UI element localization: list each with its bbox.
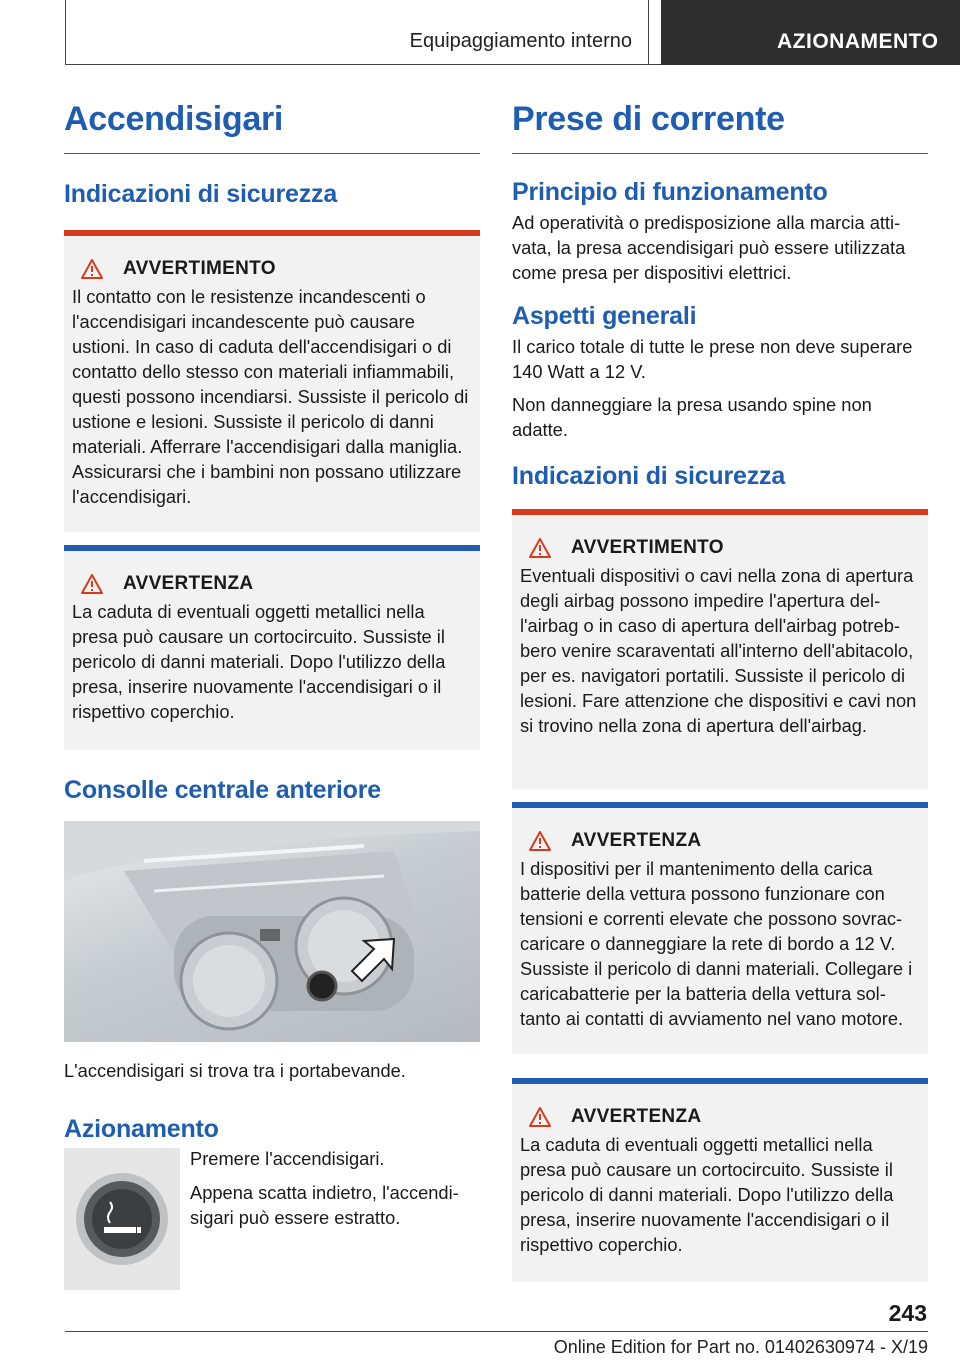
warning-triangle-icon [529,538,551,558]
principle-heading: Principio di funzionamento [512,178,828,206]
operation-block [64,1148,480,1290]
cigarette-lighter-icon [74,1171,170,1267]
center-console-illustration [64,821,480,1042]
header-section-title: Equipaggiamento interno [409,30,632,52]
page-title-sockets: Prese di corrente [512,100,928,154]
warning-box-airbag [512,509,928,789]
footer-rule [65,1331,928,1332]
warning-label: AVVERTIMENTO [123,258,276,279]
warning-triangle-icon [529,831,551,851]
header-chapter-tab: AZIONAMENTO [661,0,960,65]
notice-text: La caduta di eventuali oggetti metallici nella presa può causare un cortocircuito. Sussiste il pericolo di danni materiali. Dopo l'utilizzo della presa, inserire nuovamente l'accendisigari o il rispettivo coperchio. [72,601,446,722]
principle-text: Ad operatività o predisposizione alla marcia attivata, la presa accendisigari può essere utilizzata come presa per dispositivi elettrici. [512,212,906,283]
notice-label: AVVERTENZA [571,830,702,851]
warning-triangle-icon [81,259,103,279]
notice-box-short-circuit [64,545,480,750]
warning-box-burn [64,230,480,532]
warning-triangle-icon [81,574,103,594]
safety-heading-left: Indicazioni di sicurezza [64,180,338,208]
notice-box-short-circuit-right [512,1078,928,1282]
right-column [512,100,928,1282]
operation-heading: Azionamento [64,1115,219,1143]
notice-label: AVVERTENZA [123,573,254,594]
page-number: 243 [888,1300,927,1326]
general-heading: Aspetti generali [512,302,697,330]
left-column [64,100,480,1290]
operation-step-1: Premere l'accendisigari. [190,1148,385,1169]
center-console-photo [64,821,480,1042]
page-title-lighter: Accendisigari [64,100,480,154]
general-text-1: Il carico totale di tutte le prese non deve superare 140 Watt a 12 V. [512,336,913,382]
lighter-button-image [64,1148,180,1290]
notice-text: La caduta di eventuali oggetti metallici nella presa può causare un cortocircuito. Sussiste il pericolo di danni materiali. Dopo l'utilizzo della presa, inserire nuovamente l'accendisigari o il rispettivo coperchio. [520,1134,894,1255]
console-heading: Consolle centrale anteriore [64,776,381,804]
warning-text: Eventuali dispositivi o cavi nella zona di apertura degli airbag possono impedire l'apertura dell'airbag o in caso di apertura dell'airbag potrebbero venire scaraventati all'interno dell'abitacolo, per es. navigatori portatili. Sussiste il pericolo di lesioni. Fare attenzione che dispositivi e cavi non si trovino nella zona di apertura dell'airbag. [520,565,917,736]
warning-label: AVVERTIMENTO [571,537,724,558]
warning-text: Il contatto con le resistenze incandescenti o l'accendisigari incandescente può causare ustioni. In caso di caduta dell'accendisigari o di contatto dello stesso con materiali infiammabili, questi possono incendiarsi. Sussiste il pericolo di ustione e lesioni. Sussiste il pericolo di danni materiali. Afferrare l'accendisigari dalla maniglia. Assicurarsi che i bambini non possano utilizzare l'accendisigari. [72,286,469,507]
notice-text: I dispositivi per il mantenimento della carica batterie della vettura possono funzionare con tensioni e correnti elevate che possono sovraccaricare o danneggiare la rete di bordo a 12 V. Sussiste il pericolo di danni materiali. Collegare i caricabatterie per la batteria della vettura soltanto ai contatti di avviamento nel vano motore. [520,858,913,1029]
photo-caption: L'accendisigari si trova tra i portabevande. [64,1060,406,1081]
warning-triangle-icon [529,1107,551,1127]
edition-note: Online Edition for Part no. 01402630974 - X/19 [553,1337,928,1357]
general-text-2: Non danneggiare la presa usando spine non adatte. [512,394,872,440]
notice-box-battery-charger [512,802,928,1054]
operation-step-2: Appena scatta indietro, l'accendisigari può essere estratto. [190,1182,459,1228]
safety-heading-right: Indicazioni di sicurezza [512,462,786,490]
notice-label: AVVERTENZA [571,1106,702,1127]
